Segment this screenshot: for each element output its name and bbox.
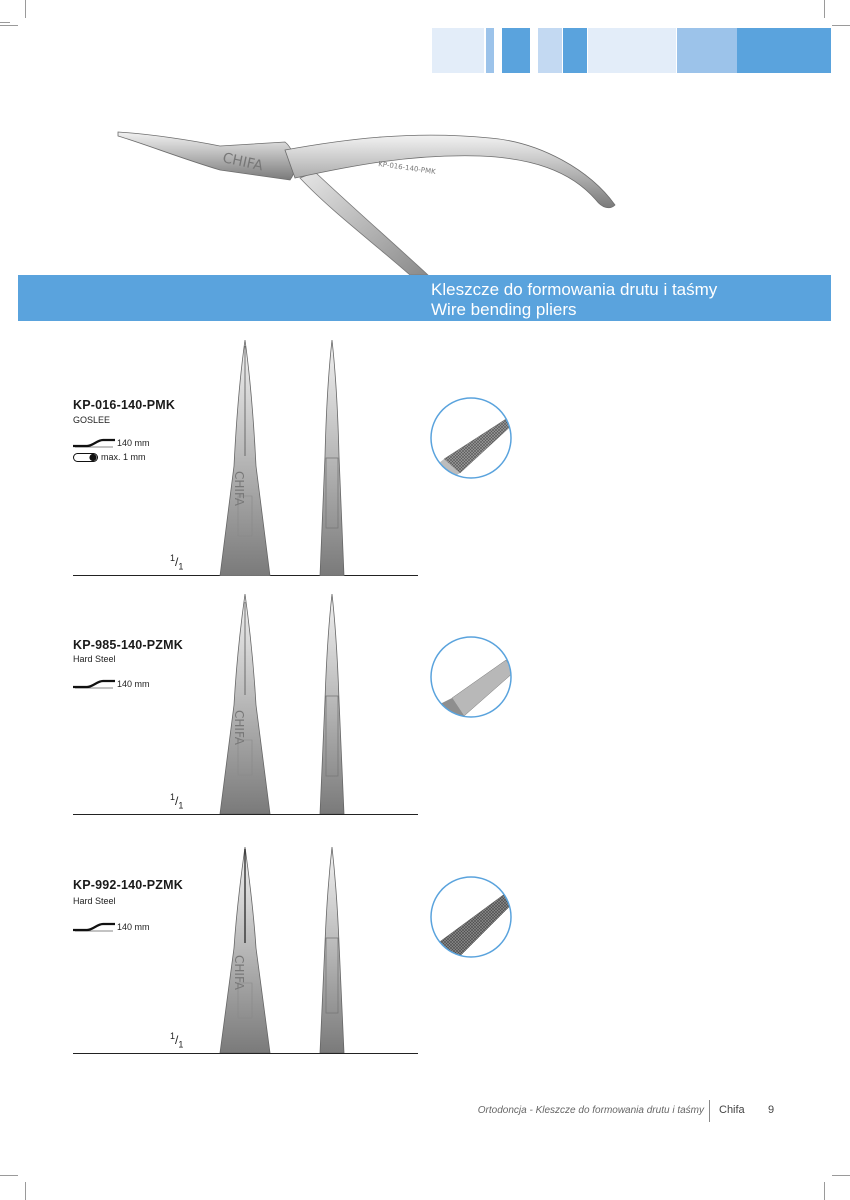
tool-engraving: CHIFA: [232, 471, 246, 506]
wire-capacity-icon: [73, 453, 99, 462]
scale-numerator: 1: [170, 792, 176, 802]
footer-section-text: Ortodoncja - Kleszcze do formowania drutu i taśmy: [477, 1105, 704, 1116]
product-subtitle: GOSLEE: [73, 415, 111, 425]
spec-wire-text: max. 1 mm: [101, 452, 146, 462]
jaw-tip-detail: [430, 397, 512, 479]
plier-length-icon: [73, 438, 115, 448]
spec-length: [73, 921, 150, 933]
footer-separator: [709, 1100, 710, 1122]
spec-length-text: 140 mm: [117, 679, 150, 689]
divider-line: [73, 814, 418, 815]
header-bar: [677, 28, 737, 73]
scale-numerator: 1: [170, 1031, 176, 1041]
header-bar: [486, 28, 494, 73]
header-bar: [538, 28, 562, 73]
header-bar: [502, 28, 530, 73]
spec-length: [73, 437, 150, 449]
plier-front-view: [210, 843, 280, 1053]
hero-pliers-image: [110, 100, 630, 280]
spec-wire: [73, 451, 146, 463]
jaw-tip-detail: [430, 636, 512, 718]
product-subtitle: Hard Steel: [73, 896, 116, 906]
plier-side-view: [312, 590, 352, 814]
plier-front-view: [210, 590, 280, 814]
header-bar: [563, 28, 587, 73]
footer-brand: Chifa: [719, 1104, 745, 1116]
plier-length-icon: [73, 679, 115, 689]
scale-indicator: $^1/_1$: [170, 1031, 184, 1050]
product-code: KP-985-140-PZMK: [73, 638, 183, 652]
jaw-tip-detail: [430, 876, 512, 958]
scale-denominator: 1: [178, 1039, 184, 1050]
scale-denominator: 1: [178, 561, 184, 572]
header-bar: [432, 28, 484, 73]
scale-numerator: 1: [170, 553, 176, 563]
scale-indicator: $^1/_1$: [170, 792, 184, 811]
tool-engraving: CHIFA: [232, 955, 246, 990]
section-title-polish: Kleszcze do formowania drutu i taśmy: [431, 280, 718, 299]
header-bar: [588, 28, 676, 73]
plier-side-view: [312, 843, 352, 1053]
product-subtitle: Hard Steel: [73, 654, 116, 664]
plier-side-view: [312, 336, 352, 576]
product-code: KP-016-140-PMK: [73, 398, 176, 412]
hero-engraving-code: KP-016-140-PMK: [377, 160, 437, 177]
spec-length: [73, 678, 150, 690]
spec-length-text: 140 mm: [117, 922, 150, 932]
spec-length-text: 140 mm: [117, 438, 150, 448]
scale-indicator: $^1/_1$: [170, 553, 184, 572]
plier-length-icon: [73, 922, 115, 932]
section-title-band: [18, 275, 831, 321]
product-code: KP-992-140-PZMK: [73, 878, 183, 892]
scale-denominator: 1: [178, 800, 184, 811]
page-number: 9: [768, 1104, 775, 1116]
tool-engraving: CHIFA: [232, 710, 246, 745]
header-bar: [737, 28, 831, 73]
divider-line: [73, 1053, 418, 1054]
section-title-english: Wire bending pliers: [431, 300, 577, 319]
hero-engraving-brand: CHIFA: [221, 150, 265, 175]
plier-front-view: [210, 336, 280, 576]
